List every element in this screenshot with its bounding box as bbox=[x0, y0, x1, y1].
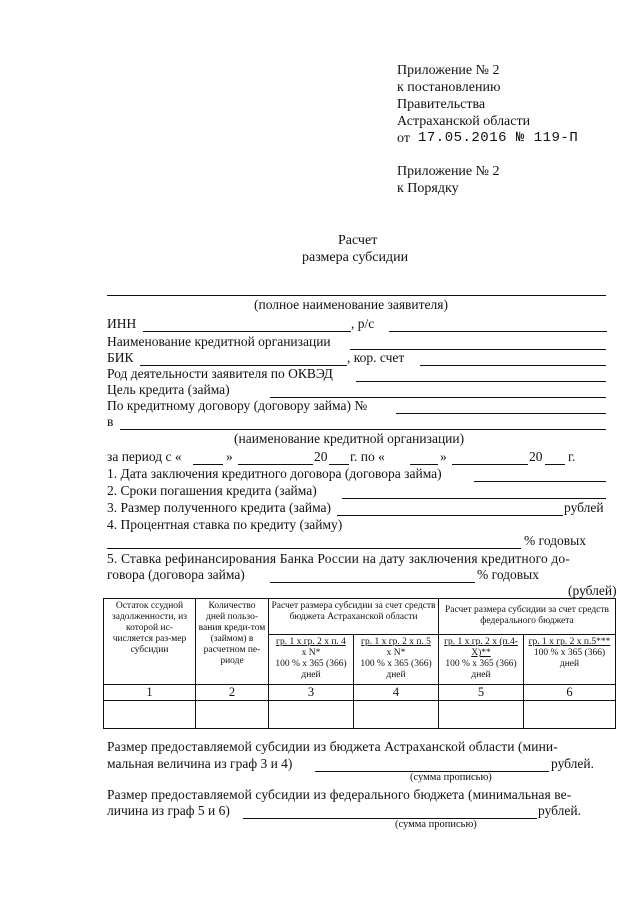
okved-field bbox=[356, 381, 606, 382]
credit-org-caption: (наименование кредитной организации) bbox=[234, 431, 465, 446]
col3-formula bbox=[269, 635, 354, 685]
col6-denominator: 100 % х 365 (366) дней bbox=[533, 648, 606, 669]
federal-unit: рублей. bbox=[538, 803, 582, 818]
agreement-field bbox=[396, 413, 606, 414]
col3-multiplier: х N* bbox=[301, 648, 321, 658]
in-field bbox=[120, 429, 606, 430]
period-to-label: г. по « bbox=[350, 449, 385, 464]
item3-field bbox=[337, 515, 563, 516]
item2-label: 2. Сроки погашения кредита (займа) bbox=[107, 483, 317, 498]
rub-caption: (рублей) bbox=[568, 583, 617, 598]
period-to-year bbox=[545, 464, 565, 465]
appendix-line-1: Приложение № 2 bbox=[397, 164, 500, 179]
period-to-month bbox=[452, 464, 528, 465]
corr-field bbox=[420, 365, 606, 366]
header-line-2: к постановлению bbox=[397, 80, 501, 95]
title-line-1: Расчет bbox=[338, 233, 378, 248]
header-line-4: Астраханской области bbox=[397, 114, 531, 129]
period-end: г. bbox=[568, 449, 576, 464]
item4-field bbox=[107, 548, 521, 549]
col-number-3: 3 bbox=[269, 685, 354, 701]
item1-field bbox=[474, 481, 606, 482]
corr-label: , кор. счет bbox=[347, 350, 405, 365]
col-number-4: 4 bbox=[354, 685, 439, 701]
col3-denominator: 100 % х 365 (366) дней bbox=[275, 659, 347, 680]
item1-label: 1. Дата заключения кредитного договора (договора займа) bbox=[107, 466, 442, 481]
period-from-month bbox=[238, 464, 313, 465]
item2-field bbox=[342, 498, 606, 499]
col6-numerator: гр. 1 х гр. 2 х п.5*** bbox=[528, 637, 611, 647]
col5-denominator: 100 % х 365 (366) дней bbox=[445, 659, 517, 680]
col5-numerator: гр. 1 х гр. 2 х (п.4-Х)** bbox=[444, 637, 518, 658]
subsidy-calc-table bbox=[103, 598, 616, 729]
item4-unit: % годовых bbox=[524, 533, 586, 548]
purpose-label: Цель кредита (займа) bbox=[107, 382, 230, 397]
okved-label: Род деятельности заявителя по ОКВЭД bbox=[107, 366, 333, 381]
credit-org-label: Наименование кредитной организации bbox=[107, 334, 331, 349]
item5-line2: говора (договора займа) bbox=[107, 567, 245, 582]
col-number-2: 2 bbox=[196, 685, 269, 701]
item4-label: 4. Процентная ставка по кредиту (займу) bbox=[107, 517, 343, 532]
item5-unit: % годовых bbox=[477, 567, 539, 582]
period-year-1: 20 bbox=[314, 449, 328, 464]
inn-label: ИНН bbox=[107, 316, 137, 331]
applicant-name-field bbox=[107, 295, 606, 296]
appendix-line-2: к Порядку bbox=[397, 181, 459, 196]
item5-field bbox=[270, 582, 475, 583]
agreement-label: По кредитному договору (договору займа) № bbox=[107, 398, 368, 413]
header-date-value: 17.05.2016 № 119-П bbox=[418, 130, 579, 146]
regional-line2: мальная величина из граф 3 и 4) bbox=[107, 756, 293, 771]
col-number-1: 1 bbox=[104, 685, 196, 701]
data-cell-4[interactable] bbox=[354, 701, 439, 729]
col4-numerator: гр. 1 х гр. 2 х п. 5 bbox=[361, 637, 431, 647]
regional-unit: рублей. bbox=[551, 756, 595, 771]
data-cell-1[interactable] bbox=[104, 701, 196, 729]
federal-group-header: Расчет размера субсидии за счет средств федерального бюджета bbox=[439, 599, 616, 635]
in-label: в bbox=[107, 414, 114, 429]
period-quote-1: » bbox=[226, 449, 233, 464]
applicant-caption: (полное наименование заявителя) bbox=[254, 297, 448, 312]
period-from-day bbox=[193, 464, 223, 465]
col3-numerator: гр. 1 х гр. 2 х п. 4 bbox=[276, 637, 346, 647]
header-line-3: Правительства bbox=[397, 97, 486, 112]
period-quote-2: » bbox=[440, 449, 447, 464]
bik-label: БИК bbox=[107, 350, 134, 365]
col4-multiplier: х N* bbox=[386, 648, 406, 658]
col2-header: Количество дней пользо-вания креди-том (займом) в расчетном пе-риоде bbox=[196, 599, 269, 685]
col-number-6: 6 bbox=[524, 685, 616, 701]
regional-group-header: Расчет размера субсидии за счет средств бюджета Астраханской области bbox=[269, 599, 439, 635]
col-number-5: 5 bbox=[439, 685, 524, 701]
item5-line1: 5. Ставка рефинансирования Банка России на дату заключения кредитного до- bbox=[107, 551, 570, 566]
period-year-2: 20 bbox=[529, 449, 543, 464]
rs-label: , р/с bbox=[351, 316, 375, 331]
data-cell-2[interactable] bbox=[196, 701, 269, 729]
federal-line1: Размер предоставляемой субсидии из федерального бюджета (минимальная ве- bbox=[107, 787, 572, 802]
col6-formula bbox=[524, 635, 616, 685]
col1-header: Остаток ссудной задолженности, из которой ис-числяется раз-мер субсидии bbox=[104, 599, 196, 685]
item3-label: 3. Размер полученного кредита (займа) bbox=[107, 500, 332, 515]
federal-sum-caption: (сумма прописью) bbox=[395, 819, 477, 830]
period-label: за период с « bbox=[107, 449, 182, 464]
item3-unit: рублей bbox=[564, 500, 604, 515]
col5-formula bbox=[439, 635, 524, 685]
federal-sum-field bbox=[243, 818, 537, 819]
period-to-day bbox=[410, 464, 438, 465]
regional-sum-caption: (сумма прописью) bbox=[410, 772, 492, 783]
inn-field bbox=[143, 331, 351, 332]
header-date-prefix: от bbox=[397, 131, 410, 146]
col4-formula bbox=[354, 635, 439, 685]
period-from-year bbox=[329, 464, 349, 465]
col4-denominator: 100 % х 365 (366) дней bbox=[360, 659, 432, 680]
data-cell-6[interactable] bbox=[524, 701, 616, 729]
regional-line1: Размер предоставляемой субсидии из бюджета Астраханской области (мини- bbox=[107, 739, 558, 754]
data-cell-3[interactable] bbox=[269, 701, 354, 729]
header-line-1: Приложение № 2 bbox=[397, 63, 500, 78]
federal-line2: личина из граф 5 и 6) bbox=[107, 803, 230, 818]
rs-field bbox=[389, 331, 607, 332]
data-cell-5[interactable] bbox=[439, 701, 524, 729]
title-line-2: размера субсидии bbox=[302, 250, 409, 265]
